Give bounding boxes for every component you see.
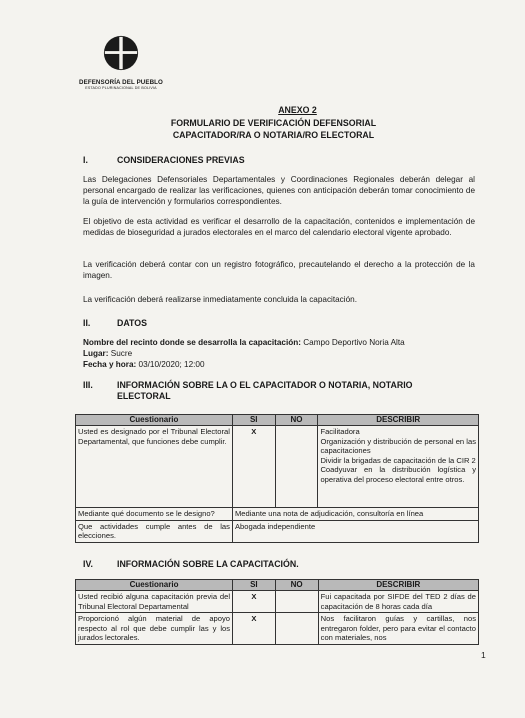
table-row (76, 591, 479, 613)
lugar-line: Lugar: Sucre (83, 349, 133, 358)
capacitacion-table (75, 579, 479, 645)
question-cell: Usted recibió alguna capacitación previa del Tribunal Electoral Departamental (76, 591, 233, 613)
table-row (76, 426, 479, 508)
section-1-heading: I. CONSIDERACIONES PREVIAS (83, 155, 245, 165)
page-number: 1 (481, 650, 486, 660)
paragraph-4: La verificación deberá realizarse inmediatamente concluida la capacitación. (83, 295, 357, 304)
header-no: NO (275, 580, 318, 591)
logo-subtitle: ESTADO PLURINACIONAL DE BOLIVIA (85, 86, 157, 90)
logo-emblem-icon (102, 34, 140, 72)
fecha-line: Fecha y hora: 03/10/2020; 12:00 (83, 360, 205, 369)
table-row (76, 508, 479, 521)
capacitador-table (75, 414, 479, 543)
no-cell (275, 591, 318, 613)
section-4-heading: IV. INFORMACIÓN SOBRE LA CAPACITACIÓN. (83, 559, 299, 569)
table-row (76, 613, 479, 645)
describe-cell: Fui capacitada por SIFDE del TED 2 días de capacitación de 8 horas cada día (318, 591, 478, 613)
institution-logo (76, 34, 166, 91)
yes-cell: X (233, 613, 276, 645)
form-title: FORMULARIO DE VERIFICACIÓN DEFENSORIAL CAPACITADOR/RA O NOTARIA/RO ELECTORAL (170, 118, 377, 140)
recinto-line: Nombre del recinto donde se desarrolla la capacitación: Campo Deportivo Noria Alta (83, 338, 405, 347)
question-cell: Mediante qué documento se le designo? (76, 508, 233, 521)
paragraph-1: Las Delegaciones Defensoriales Departamentales y Coordinaciones Regionales deberán delegar al personal encargado de realizar las verificaciones, quienes con anticipación deberán tomar conocimiento de la guía de intervención y formularios correspondientes. (83, 175, 475, 206)
answer-cell: Abogada independiente (232, 520, 478, 542)
question-cell: Usted es designado por el Tribunal Electoral Departamental, que funciones debe cumplir. (76, 426, 233, 508)
question-cell: Que actividades cumple antes de las elecciones. (76, 520, 233, 542)
header-question: Cuestionario (76, 580, 233, 591)
section-3-heading: III. INFORMACIÓN SOBRE LA O EL CAPACITADOR O NOTARIA, NOTARIO ELECTORAL (83, 380, 413, 401)
header-describe: DESCRIBIR (318, 415, 479, 426)
paragraph-3: La verificación deberá contar con un registro fotográfico, precautelando el derecho a la protección de la imagen. (83, 260, 475, 280)
header-yes: SI (233, 580, 276, 591)
logo-name: DEFENSORÍA DEL PUEBLO (79, 79, 163, 86)
no-cell (275, 426, 318, 508)
yes-cell: X (232, 426, 275, 508)
annex-heading: ANEXO 2 (278, 105, 317, 115)
header-no: NO (275, 415, 318, 426)
table-header-row (76, 415, 479, 426)
header-question: Cuestionario (76, 415, 233, 426)
table-row (76, 520, 479, 542)
question-cell: Proporcionó algún material de apoyo respecto al rol que debe cumplir las y los jurados lectorales. (76, 613, 233, 645)
table-header-row (76, 580, 479, 591)
no-cell (275, 613, 318, 645)
header-yes: SI (232, 415, 275, 426)
describe-cell: Nos facilitaron guías y cartillas, nos entregaron folder, pero para evitar el contacto con materiales, nos (318, 613, 478, 645)
yes-cell: X (233, 591, 276, 613)
header-describe: DESCRIBIR (318, 580, 478, 591)
answer-cell: Mediante una nota de adjudicación, consultoría en línea (232, 508, 478, 521)
describe-cell: Facilitadora Organización y distribución de personal en las capacitaciones Dividir la brigadas de capacitación de la CIR 2 Coadyuvar en la distribución logística y operativa del proceso electoral entre otros. (318, 426, 479, 508)
section-2-heading: II. DATOS (83, 318, 147, 328)
paragraph-2: El objetivo de esta actividad es verificar el desarrollo de la capacitación, contenidos e implementación de medidas de bioseguridad a jurados electorales en el marco del calendario electoral vigente aprobado. (83, 217, 475, 237)
